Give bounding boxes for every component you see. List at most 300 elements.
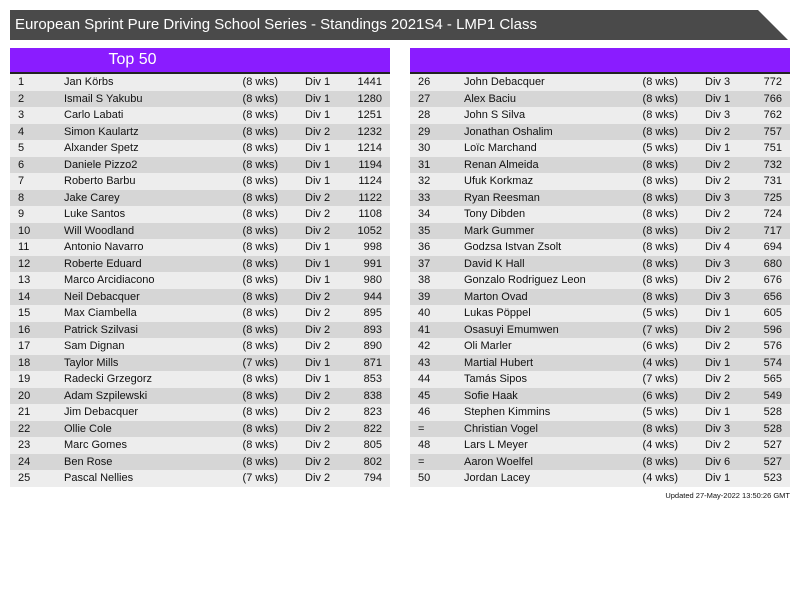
position-cell: 20 xyxy=(18,389,31,402)
table-row xyxy=(10,223,390,240)
weeks-cell: (5 wks) xyxy=(642,142,678,154)
weeks-cell: (8 wks) xyxy=(242,92,278,105)
weeks-cell: (8 wks) xyxy=(642,241,678,253)
division-cell: Div 3 xyxy=(705,257,731,270)
table-row xyxy=(410,124,790,141)
table-row xyxy=(10,355,390,372)
panel-header-right xyxy=(410,48,790,74)
division-cell: Div 2 xyxy=(305,439,331,451)
position-cell: 27 xyxy=(418,92,431,105)
position-cell: 24 xyxy=(18,455,31,468)
position-cell: 19 xyxy=(18,373,31,385)
table-row xyxy=(10,173,390,190)
driver-name-cell: Godzsa Istvan Zsolt xyxy=(464,241,562,253)
table-row xyxy=(10,91,390,108)
position-cell: 33 xyxy=(418,191,431,204)
division-cell: Div 1 xyxy=(305,109,331,121)
points-cell: 549 xyxy=(763,389,782,402)
division-cell: Div 2 xyxy=(705,389,731,402)
points-cell: 998 xyxy=(363,241,382,253)
points-cell: 527 xyxy=(763,439,782,451)
position-cell: 48 xyxy=(418,439,431,451)
driver-name-cell: Ryan Reesman xyxy=(464,191,540,204)
division-cell: Div 2 xyxy=(705,175,731,187)
standings-panel-left xyxy=(10,48,390,487)
points-cell: 1194 xyxy=(358,158,382,171)
weeks-cell: (8 wks) xyxy=(242,191,278,204)
driver-name-cell: Marton Ovad xyxy=(464,290,528,303)
division-cell: Div 2 xyxy=(705,224,731,237)
division-cell: Div 1 xyxy=(705,92,731,105)
weeks-cell: (8 wks) xyxy=(242,373,278,385)
driver-name-cell: Jim Debacquer xyxy=(64,406,138,418)
driver-name-cell: Christian Vogel xyxy=(464,422,538,435)
table-row xyxy=(10,239,390,256)
points-cell: 1108 xyxy=(358,208,382,220)
driver-name-cell: Stephen Kimmins xyxy=(464,406,551,418)
weeks-cell: (4 wks) xyxy=(642,472,678,484)
driver-name-cell: Roberto Barbu xyxy=(64,175,136,187)
position-cell: 26 xyxy=(418,76,431,88)
driver-name-cell: Carlo Labati xyxy=(64,109,124,121)
points-cell: 731 xyxy=(763,175,782,187)
weeks-cell: (7 wks) xyxy=(642,373,678,385)
table-row xyxy=(410,355,790,372)
position-cell: 22 xyxy=(18,422,31,435)
table-row xyxy=(410,223,790,240)
weeks-cell: (8 wks) xyxy=(242,142,278,154)
points-cell: 893 xyxy=(363,323,382,336)
standings-panel-right xyxy=(410,48,790,487)
position-cell: 10 xyxy=(18,224,31,237)
points-cell: 694 xyxy=(763,241,782,253)
points-cell: 717 xyxy=(763,224,782,237)
points-cell: 751 xyxy=(763,142,782,154)
points-cell: 772 xyxy=(763,76,782,88)
table-row xyxy=(410,256,790,273)
points-cell: 944 xyxy=(363,290,382,303)
panel-header-title: Top 50 xyxy=(108,51,157,68)
division-cell: Div 2 xyxy=(305,208,331,220)
points-cell: 822 xyxy=(363,422,382,435)
position-cell: 41 xyxy=(418,323,431,336)
driver-name-cell: Patrick Szilvasi xyxy=(64,323,138,336)
weeks-cell: (8 wks) xyxy=(642,175,678,187)
points-cell: 1232 xyxy=(357,125,382,138)
position-cell: 34 xyxy=(418,208,431,220)
table-row xyxy=(10,107,390,124)
position-cell: = xyxy=(418,422,425,435)
driver-name-cell: Simon Kaulartz xyxy=(64,125,139,138)
table-row xyxy=(10,256,390,273)
table-row xyxy=(410,371,790,388)
weeks-cell: (8 wks) xyxy=(642,92,678,105)
position-cell: 43 xyxy=(418,356,431,369)
position-cell: 6 xyxy=(18,158,25,171)
position-cell: 32 xyxy=(418,175,431,187)
driver-name-cell: David K Hall xyxy=(464,257,525,270)
points-cell: 871 xyxy=(363,356,382,369)
driver-name-cell: Marco Arcidiacono xyxy=(64,274,155,286)
table-row xyxy=(10,74,390,91)
position-cell: 13 xyxy=(18,274,31,286)
position-cell: 39 xyxy=(418,290,431,303)
division-cell: Div 2 xyxy=(305,125,331,138)
division-cell: Div 3 xyxy=(705,290,731,303)
table-row xyxy=(10,404,390,421)
driver-name-cell: Sam Dignan xyxy=(64,340,125,352)
division-cell: Div 2 xyxy=(705,439,731,451)
driver-name-cell: Alxander Spetz xyxy=(64,142,139,154)
table-row xyxy=(410,91,790,108)
weeks-cell: (8 wks) xyxy=(242,125,278,138)
weeks-cell: (8 wks) xyxy=(242,439,278,451)
position-cell: 2 xyxy=(18,92,25,105)
driver-name-cell: John S Silva xyxy=(464,109,526,121)
weeks-cell: (8 wks) xyxy=(242,340,278,352)
weeks-cell: (7 wks) xyxy=(242,472,278,484)
points-cell: 574 xyxy=(763,356,782,369)
weeks-cell: (8 wks) xyxy=(642,257,678,270)
division-cell: Div 1 xyxy=(305,76,331,88)
division-cell: Div 2 xyxy=(705,373,731,385)
driver-name-cell: Taylor Mills xyxy=(64,356,119,369)
driver-name-cell: Lukas Pöppel xyxy=(464,307,531,319)
division-cell: Div 1 xyxy=(705,472,731,484)
division-cell: Div 2 xyxy=(705,274,731,286)
weeks-cell: (8 wks) xyxy=(242,208,278,220)
weeks-cell: (8 wks) xyxy=(242,307,278,319)
table-row xyxy=(410,454,790,471)
points-cell: 656 xyxy=(763,290,782,303)
position-cell: 16 xyxy=(18,323,31,336)
weeks-cell: (8 wks) xyxy=(242,224,278,237)
table-row xyxy=(10,388,390,405)
weeks-cell: (8 wks) xyxy=(642,224,678,237)
points-cell: 890 xyxy=(363,340,382,352)
weeks-cell: (8 wks) xyxy=(642,274,678,286)
position-cell: 37 xyxy=(418,257,431,270)
position-cell: 5 xyxy=(18,142,25,154)
table-row xyxy=(410,305,790,322)
page-title: European Sprint Pure Driving School Series - Standings 2021S4 - LMP1 Class xyxy=(15,16,537,33)
table-row xyxy=(410,388,790,405)
division-cell: Div 1 xyxy=(305,175,331,187)
division-cell: Div 2 xyxy=(305,191,331,204)
driver-name-cell: Jan Körbs xyxy=(64,76,114,88)
driver-name-cell: Ismail S Yakubu xyxy=(64,92,143,105)
division-cell: Div 3 xyxy=(705,76,731,88)
table-row xyxy=(10,470,390,487)
points-cell: 596 xyxy=(763,323,782,336)
driver-name-cell: Pascal Nellies xyxy=(64,472,134,484)
weeks-cell: (8 wks) xyxy=(642,290,678,303)
position-cell: 1 xyxy=(18,76,25,88)
division-cell: Div 1 xyxy=(305,142,331,154)
table-row xyxy=(410,173,790,190)
table-row xyxy=(410,190,790,207)
points-cell: 980 xyxy=(363,274,382,286)
position-cell: 8 xyxy=(18,191,25,204)
division-cell: Div 1 xyxy=(305,241,331,253)
table-row xyxy=(10,124,390,141)
division-cell: Div 1 xyxy=(305,373,331,385)
position-cell: 42 xyxy=(418,340,431,352)
table-row xyxy=(410,157,790,174)
points-cell: 991 xyxy=(363,257,382,270)
table-row xyxy=(410,421,790,438)
driver-name-cell: Renan Almeida xyxy=(464,158,539,171)
weeks-cell: (4 wks) xyxy=(642,439,678,451)
points-cell: 1441 xyxy=(357,76,382,88)
division-cell: Div 3 xyxy=(705,422,731,435)
division-cell: Div 1 xyxy=(305,257,331,270)
position-cell: 44 xyxy=(418,373,431,385)
driver-name-cell: Adam Szpilewski xyxy=(64,389,148,402)
division-cell: Div 2 xyxy=(305,455,331,468)
driver-name-cell: Neil Debacquer xyxy=(64,290,140,303)
weeks-cell: (8 wks) xyxy=(642,191,678,204)
weeks-cell: (5 wks) xyxy=(642,307,678,319)
position-cell: 45 xyxy=(418,389,431,402)
division-cell: Div 4 xyxy=(705,241,731,253)
driver-name-cell: Will Woodland xyxy=(64,224,135,237)
weeks-cell: (4 wks) xyxy=(642,356,678,369)
points-cell: 680 xyxy=(763,257,782,270)
division-cell: Div 2 xyxy=(305,472,331,484)
table-row xyxy=(410,74,790,91)
division-cell: Div 2 xyxy=(305,406,331,418)
weeks-cell: (8 wks) xyxy=(242,241,278,253)
table-row xyxy=(10,421,390,438)
weeks-cell: (8 wks) xyxy=(242,455,278,468)
points-cell: 823 xyxy=(363,406,382,418)
position-cell: 28 xyxy=(418,109,431,121)
division-cell: Div 1 xyxy=(705,406,731,418)
points-cell: 732 xyxy=(763,158,782,171)
points-cell: 528 xyxy=(763,422,782,435)
points-cell: 802 xyxy=(363,455,382,468)
position-cell: 36 xyxy=(418,241,431,253)
table-row xyxy=(410,437,790,454)
driver-name-cell: Alex Baciu xyxy=(464,92,516,105)
position-cell: 50 xyxy=(418,472,431,484)
table-row xyxy=(10,454,390,471)
standings-list-right xyxy=(410,74,790,487)
position-cell: 12 xyxy=(18,257,31,270)
weeks-cell: (6 wks) xyxy=(642,340,678,352)
driver-name-cell: Ollie Cole xyxy=(64,422,112,435)
weeks-cell: (8 wks) xyxy=(642,109,678,121)
weeks-cell: (8 wks) xyxy=(242,422,278,435)
driver-name-cell: Aaron Woelfel xyxy=(464,455,533,468)
division-cell: Div 1 xyxy=(705,356,731,369)
position-cell: 4 xyxy=(18,125,25,138)
position-cell: 30 xyxy=(418,142,431,154)
weeks-cell: (8 wks) xyxy=(642,158,678,171)
standings-list-left xyxy=(10,74,390,487)
table-row xyxy=(10,289,390,306)
position-cell: 17 xyxy=(18,340,31,352)
driver-name-cell: John Debacquer xyxy=(464,76,545,88)
driver-name-cell: Lars L Meyer xyxy=(464,439,528,451)
division-cell: Div 2 xyxy=(705,208,731,220)
points-cell: 805 xyxy=(363,439,382,451)
division-cell: Div 6 xyxy=(705,455,731,468)
position-cell: 46 xyxy=(418,406,431,418)
points-cell: 757 xyxy=(763,125,782,138)
division-cell: Div 2 xyxy=(705,158,731,171)
table-row xyxy=(410,322,790,339)
position-cell: 7 xyxy=(18,175,25,187)
position-cell: 35 xyxy=(418,224,431,237)
driver-name-cell: Jake Carey xyxy=(64,191,120,204)
position-cell: 23 xyxy=(18,439,31,451)
position-cell: = xyxy=(418,455,425,468)
weeks-cell: (8 wks) xyxy=(642,76,678,88)
driver-name-cell: Oli Marler xyxy=(464,340,512,352)
table-row xyxy=(410,404,790,421)
driver-name-cell: Sofie Haak xyxy=(464,389,518,402)
division-cell: Div 2 xyxy=(305,323,331,336)
table-row xyxy=(10,437,390,454)
division-cell: Div 2 xyxy=(705,323,731,336)
division-cell: Div 1 xyxy=(305,274,331,286)
table-row xyxy=(10,371,390,388)
division-cell: Div 2 xyxy=(305,422,331,435)
table-row xyxy=(10,157,390,174)
driver-name-cell: Osasuyi Emumwen xyxy=(464,323,559,336)
weeks-cell: (8 wks) xyxy=(642,125,678,138)
points-cell: 576 xyxy=(763,340,782,352)
points-cell: 762 xyxy=(763,109,782,121)
table-row xyxy=(10,322,390,339)
division-cell: Div 1 xyxy=(305,92,331,105)
points-cell: 766 xyxy=(763,92,782,105)
driver-name-cell: Max Ciambella xyxy=(64,307,137,319)
position-cell: 15 xyxy=(18,307,31,319)
position-cell: 40 xyxy=(418,307,431,319)
table-row xyxy=(10,140,390,157)
updated-timestamp: Updated 27-May-2022 13:50:26 GMT xyxy=(665,491,790,500)
division-cell: Div 2 xyxy=(305,290,331,303)
division-cell: Div 2 xyxy=(305,389,331,402)
position-cell: 18 xyxy=(18,356,31,369)
position-cell: 31 xyxy=(418,158,431,171)
position-cell: 21 xyxy=(18,406,31,418)
driver-name-cell: Jordan Lacey xyxy=(464,472,531,484)
table-row xyxy=(10,305,390,322)
driver-name-cell: Ufuk Korkmaz xyxy=(464,175,534,187)
points-cell: 1214 xyxy=(357,142,382,154)
points-cell: 676 xyxy=(763,274,782,286)
points-cell: 528 xyxy=(763,406,782,418)
division-cell: Div 2 xyxy=(305,340,331,352)
points-cell: 838 xyxy=(363,389,382,402)
division-cell: Div 1 xyxy=(705,142,731,154)
points-cell: 565 xyxy=(763,373,782,385)
position-cell: 25 xyxy=(18,472,31,484)
driver-name-cell: Gonzalo Rodriguez Leon xyxy=(464,274,586,286)
division-cell: Div 3 xyxy=(705,109,731,121)
driver-name-cell: Ben Rose xyxy=(64,455,113,468)
driver-name-cell: Marc Gomes xyxy=(64,439,127,451)
table-row xyxy=(10,272,390,289)
weeks-cell: (8 wks) xyxy=(242,274,278,286)
table-row xyxy=(410,239,790,256)
table-row xyxy=(410,206,790,223)
division-cell: Div 3 xyxy=(705,191,731,204)
table-row xyxy=(10,338,390,355)
points-cell: 853 xyxy=(363,373,382,385)
table-row xyxy=(410,338,790,355)
points-cell: 895 xyxy=(363,307,382,319)
driver-name-cell: Martial Hubert xyxy=(464,356,534,369)
points-cell: 1280 xyxy=(357,92,382,105)
weeks-cell: (6 wks) xyxy=(642,389,678,402)
division-cell: Div 1 xyxy=(305,158,331,171)
points-cell: 1124 xyxy=(358,175,382,187)
weeks-cell: (8 wks) xyxy=(242,290,278,303)
points-cell: 523 xyxy=(763,472,782,484)
division-cell: Div 2 xyxy=(305,224,331,237)
points-cell: 794 xyxy=(363,472,382,484)
weeks-cell: (8 wks) xyxy=(242,175,278,187)
points-cell: 1122 xyxy=(358,191,382,204)
table-row xyxy=(410,107,790,124)
table-row xyxy=(410,140,790,157)
weeks-cell: (8 wks) xyxy=(242,257,278,270)
panel-header-left xyxy=(10,48,390,74)
driver-name-cell: Loïc Marchand xyxy=(464,142,537,154)
weeks-cell: (8 wks) xyxy=(242,389,278,402)
position-cell: 3 xyxy=(18,109,25,121)
weeks-cell: (8 wks) xyxy=(242,323,278,336)
points-cell: 724 xyxy=(763,208,782,220)
weeks-cell: (8 wks) xyxy=(242,406,278,418)
division-cell: Div 2 xyxy=(705,340,731,352)
driver-name-cell: Antonio Navarro xyxy=(64,241,144,253)
driver-name-cell: Jonathan Oshalim xyxy=(464,125,553,138)
weeks-cell: (7 wks) xyxy=(642,323,678,336)
driver-name-cell: Luke Santos xyxy=(64,208,126,220)
position-cell: 38 xyxy=(418,274,431,286)
points-cell: 1251 xyxy=(357,109,382,121)
division-cell: Div 1 xyxy=(305,356,331,369)
table-row xyxy=(410,272,790,289)
weeks-cell: (7 wks) xyxy=(242,356,278,369)
driver-name-cell: Radecki Grzegorz xyxy=(64,373,153,385)
position-cell: 14 xyxy=(18,290,31,303)
weeks-cell: (5 wks) xyxy=(642,406,678,418)
weeks-cell: (8 wks) xyxy=(242,76,278,88)
driver-name-cell: Roberte Eduard xyxy=(64,257,142,270)
points-cell: 605 xyxy=(763,307,782,319)
position-cell: 29 xyxy=(418,125,431,138)
table-row xyxy=(410,289,790,306)
points-cell: 725 xyxy=(763,191,782,204)
weeks-cell: (8 wks) xyxy=(642,455,678,468)
weeks-cell: (8 wks) xyxy=(642,208,678,220)
driver-name-cell: Tamás Sipos xyxy=(464,373,527,385)
division-cell: Div 1 xyxy=(705,307,731,319)
division-cell: Div 2 xyxy=(305,307,331,319)
driver-name-cell: Daniele Pizzo2 xyxy=(64,158,138,171)
driver-name-cell: Tony Dibden xyxy=(464,208,526,220)
table-row xyxy=(10,206,390,223)
division-cell: Div 2 xyxy=(705,125,731,138)
weeks-cell: (8 wks) xyxy=(242,158,278,171)
